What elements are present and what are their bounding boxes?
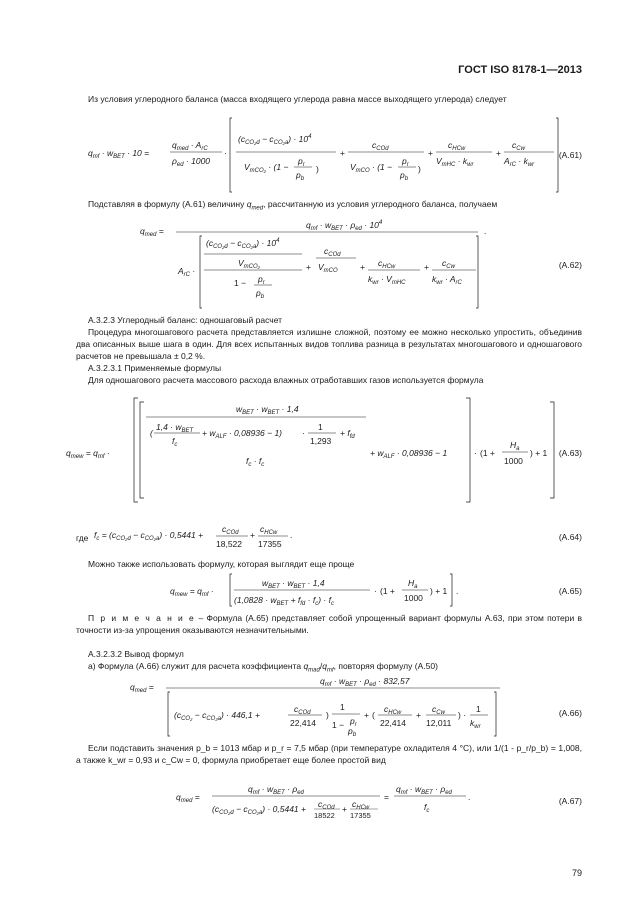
svg-text:cCOd: $c_{COd}$ [318,799,335,811]
svg-text:): ) [326,710,329,720]
svg-text:1,293: 1,293 [310,436,332,446]
svg-text:1000: 1000 [504,456,523,466]
svg-text:+: + [340,148,345,158]
svg-text:qmf · wBET · ρed · 104: $q_{mf} \cdot w_{BET} \cdot \rho_{ed} \cdot 10^4$ [306,220,383,232]
svg-text:1,4 · wBET: $1,4 \cdot w_{BET}$ [156,422,194,434]
section-heading-a3231: А.3.2.3.1 Применяемые формулы [88,363,222,373]
svg-text:) + 1: ) + 1 [530,448,548,458]
svg-text:·: · [474,448,477,458]
svg-text:fc = (cCO₂d − cCO₂a) · 0,5441: $f_c = (c_{CO_2d} - c_{CO_2a}) \cdot 0,5441$ + [94,530,204,542]
svg-text:qmed =: $q_{med}$ = [176,792,200,804]
svg-text:kwr: $k_{wr}$ [470,718,481,730]
section-heading-a323: А.3.2.3 Углеродный баланс: одношаговый расчет [88,315,283,325]
intro-paragraph: Из условия углеродного баланса (масса входящего углерода равна массе выходящего углерода) следует [88,94,507,104]
svg-text:qmf · wBET · 10 =: $q_{mf} \cdot w_{BET} \cdot 10$ = [88,148,150,160]
svg-text:kwr · ArC: $k_{wr} \cdot A_{rC}$ [432,274,462,286]
svg-text:qmew = qmf ·: $q_{mew} = q_{mf}$ · [170,586,214,598]
svg-text:fc: $f_c$ [172,436,178,448]
where-label: где [76,533,89,543]
equation-number-a66: (А.66) [558,708,582,718]
svg-text:qmed =: $q_{med}$ = [140,226,164,238]
equation-number-a63: (А.63) [558,448,582,458]
svg-text:·: · [374,586,377,596]
svg-text:pr: $p_r$ [350,716,357,728]
svg-text:cCOd: $c_{COd}$ [324,246,341,258]
svg-text:cHCw: $c_{HCw}$ [448,140,466,152]
svg-text:ArC ·: $A_{rC}$ · [178,266,196,278]
svg-text:1: 1 [340,702,345,712]
svg-text:cHCw: $c_{HCw}$ [384,704,402,716]
svg-text:cHCw: $c_{HCw}$ [378,258,396,270]
svg-text:kwr · VmHC: $k_{wr} \cdot V_{mHC}$ [368,274,406,286]
svg-text:+ wALF · 0,08936 − 1): + $w_{ALF} \cdot 0,08936 - 1$) [202,428,283,440]
svg-text:(1 +: (1 + [480,448,495,458]
svg-text:pb: $p_b$ [296,170,305,182]
single-step-intro: Для одношагового расчета массового расхода влажных отработавших газов используется формула [88,375,484,385]
svg-text:.: . [290,530,293,540]
svg-text:·: · [224,148,227,158]
svg-text:fc · fc: $f_c \cdot f_c$ [246,456,265,468]
svg-text:qmed · ArC: $q_{med} \cdot A_{rC}$ [172,140,208,152]
note-text: – Формула (А.65) представляет собой упрощенный вариант формулы А.63, при этом потери в точности из-за упрощения оказываются незначительными. [76,613,582,635]
substitution-paragraph: Подставляя в формулу (А.61) величину $q_{med}$, рассчитанную из условия углеродного баланса, получаем [88,199,498,212]
equation-a67 [176,780,476,820]
svg-text:=: = [384,792,389,802]
substitution-text-start: Подставляя в формулу (А.61) величину [88,199,247,209]
svg-text:+ ffd: + $f_{fd}$ [340,428,355,440]
standard-code-header: ГОСТ ISO 8178-1—2013 [458,64,582,76]
svg-text:pb: $p_b$ [348,726,357,738]
svg-text:Ha: $H_a$ [408,578,418,590]
note-label: П р и м е ч а н и е [88,613,196,623]
svg-text:VmCO₂: $V_{mCO_2}$ [238,258,260,270]
svg-text:cCw: $c_{Cw}$ [442,258,455,270]
svg-text:+: + [306,262,311,272]
svg-text:cCw: $c_{Cw}$ [512,140,525,152]
equation-a64 [94,520,394,550]
svg-text:+: + [364,710,369,720]
procedure-paragraph: Процедура многошагового расчета представляется излишне сложной, поэтому ее можно несколько упростить, объединив два описанных выше шага в один. Для всех испытанных видов топлива разница в результатах многошагового и одношагового расчетов не превышала ± 0,2 %. [76,327,582,361]
svg-text:22,414: 22,414 [380,718,406,728]
svg-text:(cCO₂d − cCO₂a) · 104: $(c_{CO_2d} - c_{CO_2a}) \cdot 10^4$ [206,238,280,250]
svg-text:fc: $f_c$ [424,802,430,814]
svg-text:qmew = qmf ·: $q_{mew} = q_{mf}$ · [66,448,110,460]
svg-text:18,522: 18,522 [216,539,242,549]
svg-text:·: · [302,428,305,438]
svg-text:) ·: ) · [458,710,467,720]
svg-text:(1,0828 · wBET + ffd · fc) · f: $(1,0828 \cdot w_{BET} + f_{fd} \cdot f_c) \cdot f_c$ [234,595,334,607]
equation-number-a67: (А.67) [558,796,582,806]
svg-text:18522: 18522 [314,811,335,820]
equation-a63 [66,392,566,504]
svg-text:+: + [424,262,429,272]
equation-number-a64: (А.64) [558,532,582,542]
svg-text:qmf · wBET · ρed: $q_{mf} \cdot w_{BET} \cdot \rho_{ed}$ [396,784,452,796]
svg-text:17355: 17355 [350,811,371,820]
svg-text:wBET · wBET · 1,4: $w_{BET} \cdot w_{BET} \cdot 1,4$ [236,404,299,416]
svg-text:qmf · wBET · ρed · 832,57: $q_{mf} \cdot w_{BET} \cdot \rho_{ed} \cdot 832,57$ [320,676,410,688]
equation-number-a65: (А.65) [558,586,582,596]
svg-text:Ha: $H_a$ [510,440,520,452]
svg-text:ρed · 1000: $\rho_{ed} \cdot 1000$ [172,156,211,168]
svg-text:(: ( [372,710,375,720]
svg-text:wBET · wBET · 1,4: $w_{BET} \cdot w_{BET} \cdot 1,4$ [262,578,325,590]
svg-text:+ wALF · 0,08936 − 1: + $w_{ALF} \cdot 0,08936 - 1$ [370,448,448,460]
svg-text:VmCO: $V_{mCO}$ [318,262,338,274]
equation-number-a61: (А.61) [558,150,582,160]
svg-text:pb: $p_b$ [400,170,409,182]
svg-text:cCw: $c_{Cw}$ [432,704,445,716]
simpler-formula-intro: Можно также использовать формулу, которая выглядит еще проще [88,559,355,569]
svg-text:VmCO₂ · (1 −: $V_{mCO_2} \cdot (1$ − [244,162,289,174]
substitution-text-end: , рассчитанную из условия углеродного баланса, получаем [263,199,498,209]
formula-a66-intro-start: а) Формула (А.66) служит для расчета коэффициента [88,661,304,671]
svg-text:1: 1 [318,422,323,432]
svg-text:(1 +: (1 + [380,586,395,596]
svg-text:17355: 17355 [258,539,282,549]
formula-a66-intro-end: , повторяя формулу (А.50) [333,661,438,671]
svg-text:(cCO₂d − cCO₂a) · 0,5441 +: $(c_{CO_2d} - c_{CO_2a}) \cdot 0,5441$ + [212,804,306,816]
svg-text:VmHC · kwr: $V_{mHC} \cdot k_{wr}$ [436,156,474,168]
svg-text:(: ( [150,428,153,438]
svg-text:+: + [428,148,433,158]
svg-text:(cCO₂ − cCO₂a) · 446,1 +: $(c_{CO_2} - c_{CO_2a}) \cdot 446,1$ + [174,710,260,722]
svg-text:qmf · wBET · ρed: $q_{mf} \cdot w_{BET} \cdot \rho_{ed}$ [248,784,304,796]
svg-text:1 −: 1 − [234,278,247,288]
svg-text:qmed =: $q_{med}$ = [130,682,154,694]
svg-text:cCOd: $c_{COd}$ [294,704,311,716]
svg-text:+: + [342,804,347,814]
svg-text:pr: $p_r$ [402,156,409,168]
svg-text:1000: 1000 [404,593,423,603]
svg-text:cCOd: $c_{COd}$ [222,524,239,536]
svg-text:VmCO · (1 −: $V_{mCO} \cdot (1$ − [350,162,393,174]
svg-text:cHCw: $c_{HCw}$ [260,524,278,536]
page-number: 79 [571,868,582,878]
equation-a65 [170,570,470,608]
svg-text:pr: $p_r$ [258,274,265,286]
svg-text:ArC · kwr: $A_{rC} \cdot k_{wr}$ [504,156,535,168]
note-paragraph [76,612,582,636]
svg-text:+: + [360,262,365,272]
equation-a62 [80,214,580,310]
svg-text:cCOd: $c_{COd}$ [372,140,389,152]
svg-text:): ) [418,164,421,174]
svg-text:1 −: 1 − [332,720,345,730]
formula-a66-intro: а) Формула (А.66) служит для расчета коэффициента $q_{mad}/q_{mf}$, повторяя формулу (А.50) [88,661,438,674]
svg-text:+: + [250,530,255,540]
svg-text:pb: $p_b$ [256,288,265,300]
svg-text:.: . [456,586,459,596]
svg-text:) + 1: ) + 1 [430,586,448,596]
svg-text:1: 1 [476,704,481,714]
equation-a61 [80,112,580,194]
svg-text:12,011: 12,011 [426,718,452,728]
svg-text:(cCO₂d − cCO₂a) · 104: $(c_{CO_2d} - c_{CO_2a}) \cdot 10^4$ [238,134,312,146]
svg-text:.: . [468,792,471,802]
svg-text:+: + [496,148,501,158]
section-heading-a3232: А.3.2.3.2 Вывод формул [88,649,184,659]
svg-text:pr: $p_r$ [298,156,305,168]
equation-a66 [130,674,510,738]
substitution-values-paragraph: Если подставить значения p_b = 1013 мбар и p_r = 7,5 мбар (при температуре охладителя 4 °С), или 1/(1 - p_r/p_b) = 1,008, а также k_wr = 0,93 и c_Cw = 0, формула приобретает еще более простой вид [76,743,582,765]
svg-text:.: . [484,226,487,236]
svg-text:+: + [416,710,421,720]
svg-text:): ) [316,164,319,174]
equation-number-a62: (А.62) [558,260,582,270]
svg-text:22,414: 22,414 [290,718,316,728]
svg-text:cHCw: $c_{HCw}$ [352,799,370,811]
